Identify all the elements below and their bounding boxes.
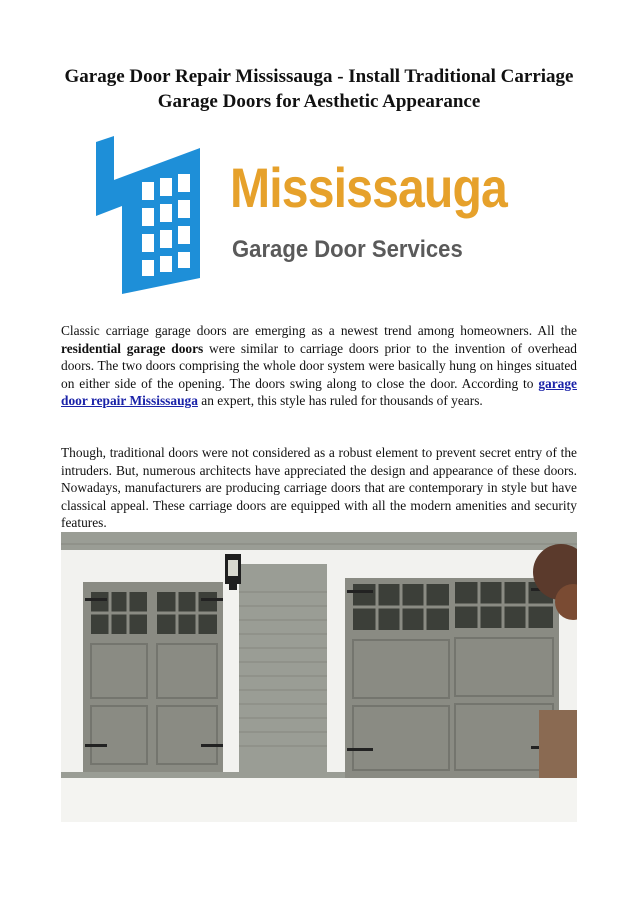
garage-doors-photo [61, 532, 577, 822]
paragraph-text: an expert, this style has ruled for thousands of years. [197, 393, 483, 409]
paragraph-intro [61, 322, 577, 410]
logo-tagline: Garage Door Services [232, 236, 463, 263]
garage-repair-link[interactable]: garage door repair Mississauga [61, 375, 577, 409]
paragraph-text: were similar to carriage doors prior to the invention of overhead doors. The two doors comprising the whole door system were basically hung on hinges situated on either side of the opening. The doors swing along to close the door. According to [61, 340, 577, 391]
residential-doors-keyword: residential garage doors [61, 340, 204, 356]
house-door-icon [82, 128, 222, 296]
logo-company-name: Mississauga [230, 156, 507, 219]
paragraph-security: Though, traditional doors were not considered as a robust element to prevent secret entry of the intruders. But, numerous architects have appreciated the design and appearance of these doors. Nowadays, manufacturers are producing carriage doors that are contemporary in style but have classical appeal. These carriage doors are equipped with all the modern amenities and security features. [61, 445, 577, 531]
document-title: Garage Door Repair Mississauga - Install Traditional Carriage Garage Doors for Aesthetic Appearance [64, 66, 574, 112]
paragraph-text: Classic carriage garage doors are emerging as a newest trend among homeowners. All the [61, 323, 577, 338]
company-logo [82, 128, 562, 296]
